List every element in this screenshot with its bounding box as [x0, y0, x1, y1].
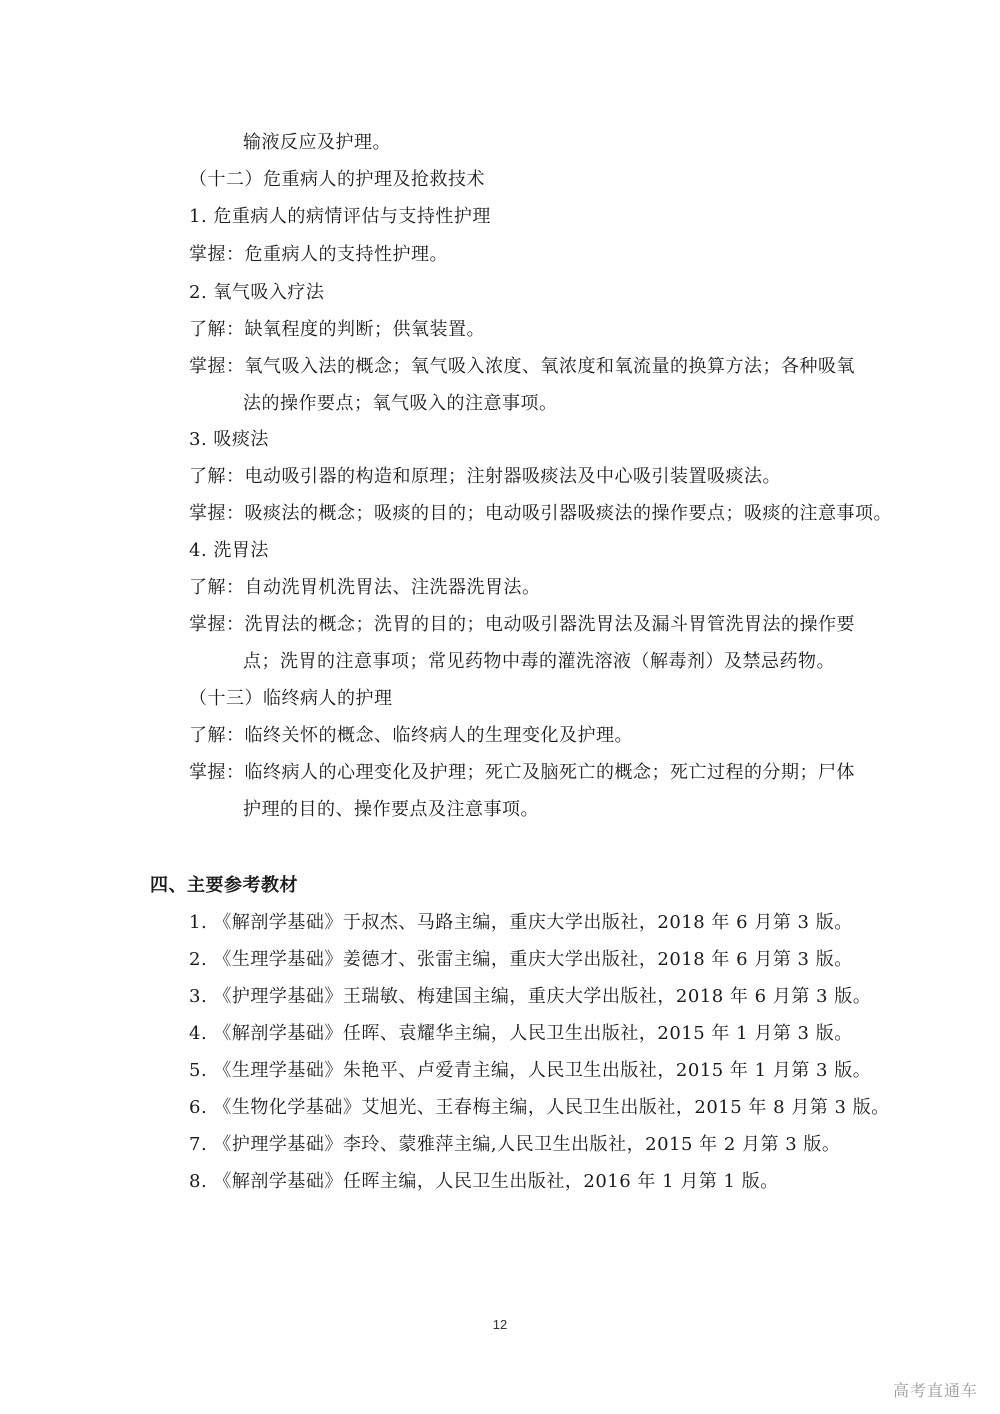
reference-item: 3. 《护理学基础》王瑞敏、梅建国主编，重庆大学出版社，2018 年 6 月第 3 版。 [189, 986, 872, 1007]
reference-item: 2. 《生理学基础》姜德才、张雷主编，重庆大学出版社，2018 年 6 月第 3 版。 [189, 949, 853, 970]
reference-item: 6. 《生物化学基础》艾旭光、王春梅主编，人民卫生出版社，2015 年 8 月第 3 版。 [189, 1097, 890, 1118]
section-title: 四、主要参考教材 [150, 875, 298, 896]
subsection-heading: （十三）临终病人的护理 [189, 688, 393, 709]
text-line: 掌握：氧气吸入法的概念；氧气吸入浓度、氧浓度和氧流量的换算方法；各种吸氧 [189, 356, 855, 377]
reference-item: 8. 《解剖学基础》任晖主编，人民卫生出版社，2016 年 1 月第 1 版。 [189, 1171, 779, 1192]
item-heading: 2. 氧气吸入疗法 [189, 282, 325, 303]
page-number: 12 [492, 1317, 508, 1332]
text-line: 护理的目的、操作要点及注意事项。 [243, 799, 539, 820]
reference-item: 5. 《生理学基础》朱艳平、卢爱青主编，人民卫生出版社，2015 年 1 月第 3 版。 [189, 1060, 872, 1081]
subsection-heading: （十二）危重病人的护理及抢救技术 [189, 169, 485, 190]
watermark-text: 高考直通车 [892, 1381, 978, 1400]
text-line: 掌握：危重病人的支持性护理。 [189, 244, 448, 265]
text-line: 了解：自动洗胃机洗胃法、注洗器洗胃法。 [189, 577, 541, 598]
reference-item: 4. 《解剖学基础》任晖、袁耀华主编，人民卫生出版社，2015 年 1 月第 3 版。 [189, 1023, 853, 1044]
text-line: 了解：缺氧程度的判断；供氧装置。 [189, 319, 485, 340]
text-line: 法的操作要点；氧气吸入的注意事项。 [243, 393, 558, 414]
text-line: 掌握：洗胃法的概念；洗胃的目的；电动吸引器洗胃法及漏斗胃管洗胃法的操作要 [189, 614, 855, 635]
reference-item: 1. 《解剖学基础》于叔杰、马路主编，重庆大学出版社，2018 年 6 月第 3 版。 [189, 912, 853, 933]
reference-item: 7. 《护理学基础》李玲、蒙雅萍主编,人民卫生出版社，2015 年 2 月第 3 版。 [189, 1134, 841, 1155]
item-heading: 1. 危重病人的病情评估与支持性护理 [189, 206, 491, 227]
text-line: 掌握：吸痰法的概念；吸痰的目的；电动吸引器吸痰法的操作要点；吸痰的注意事项。 [189, 503, 892, 524]
text-line: 了解：电动吸引器的构造和原理；注射器吸痰法及中心吸引装置吸痰法。 [189, 466, 781, 487]
text-line: 了解：临终关怀的概念、临终病人的生理变化及护理。 [189, 725, 633, 746]
text-line: 掌握：临终病人的心理变化及护理；死亡及脑死亡的概念；死亡过程的分期；尸体 [189, 762, 855, 783]
text-line: 点；洗胃的注意事项；常见药物中毒的灌洗溶液（解毒剂）及禁忌药物。 [243, 651, 835, 672]
text-line: 输液反应及护理。 [243, 132, 391, 153]
item-heading: 3. 吸痰法 [189, 429, 269, 450]
item-heading: 4. 洗胃法 [189, 540, 269, 561]
